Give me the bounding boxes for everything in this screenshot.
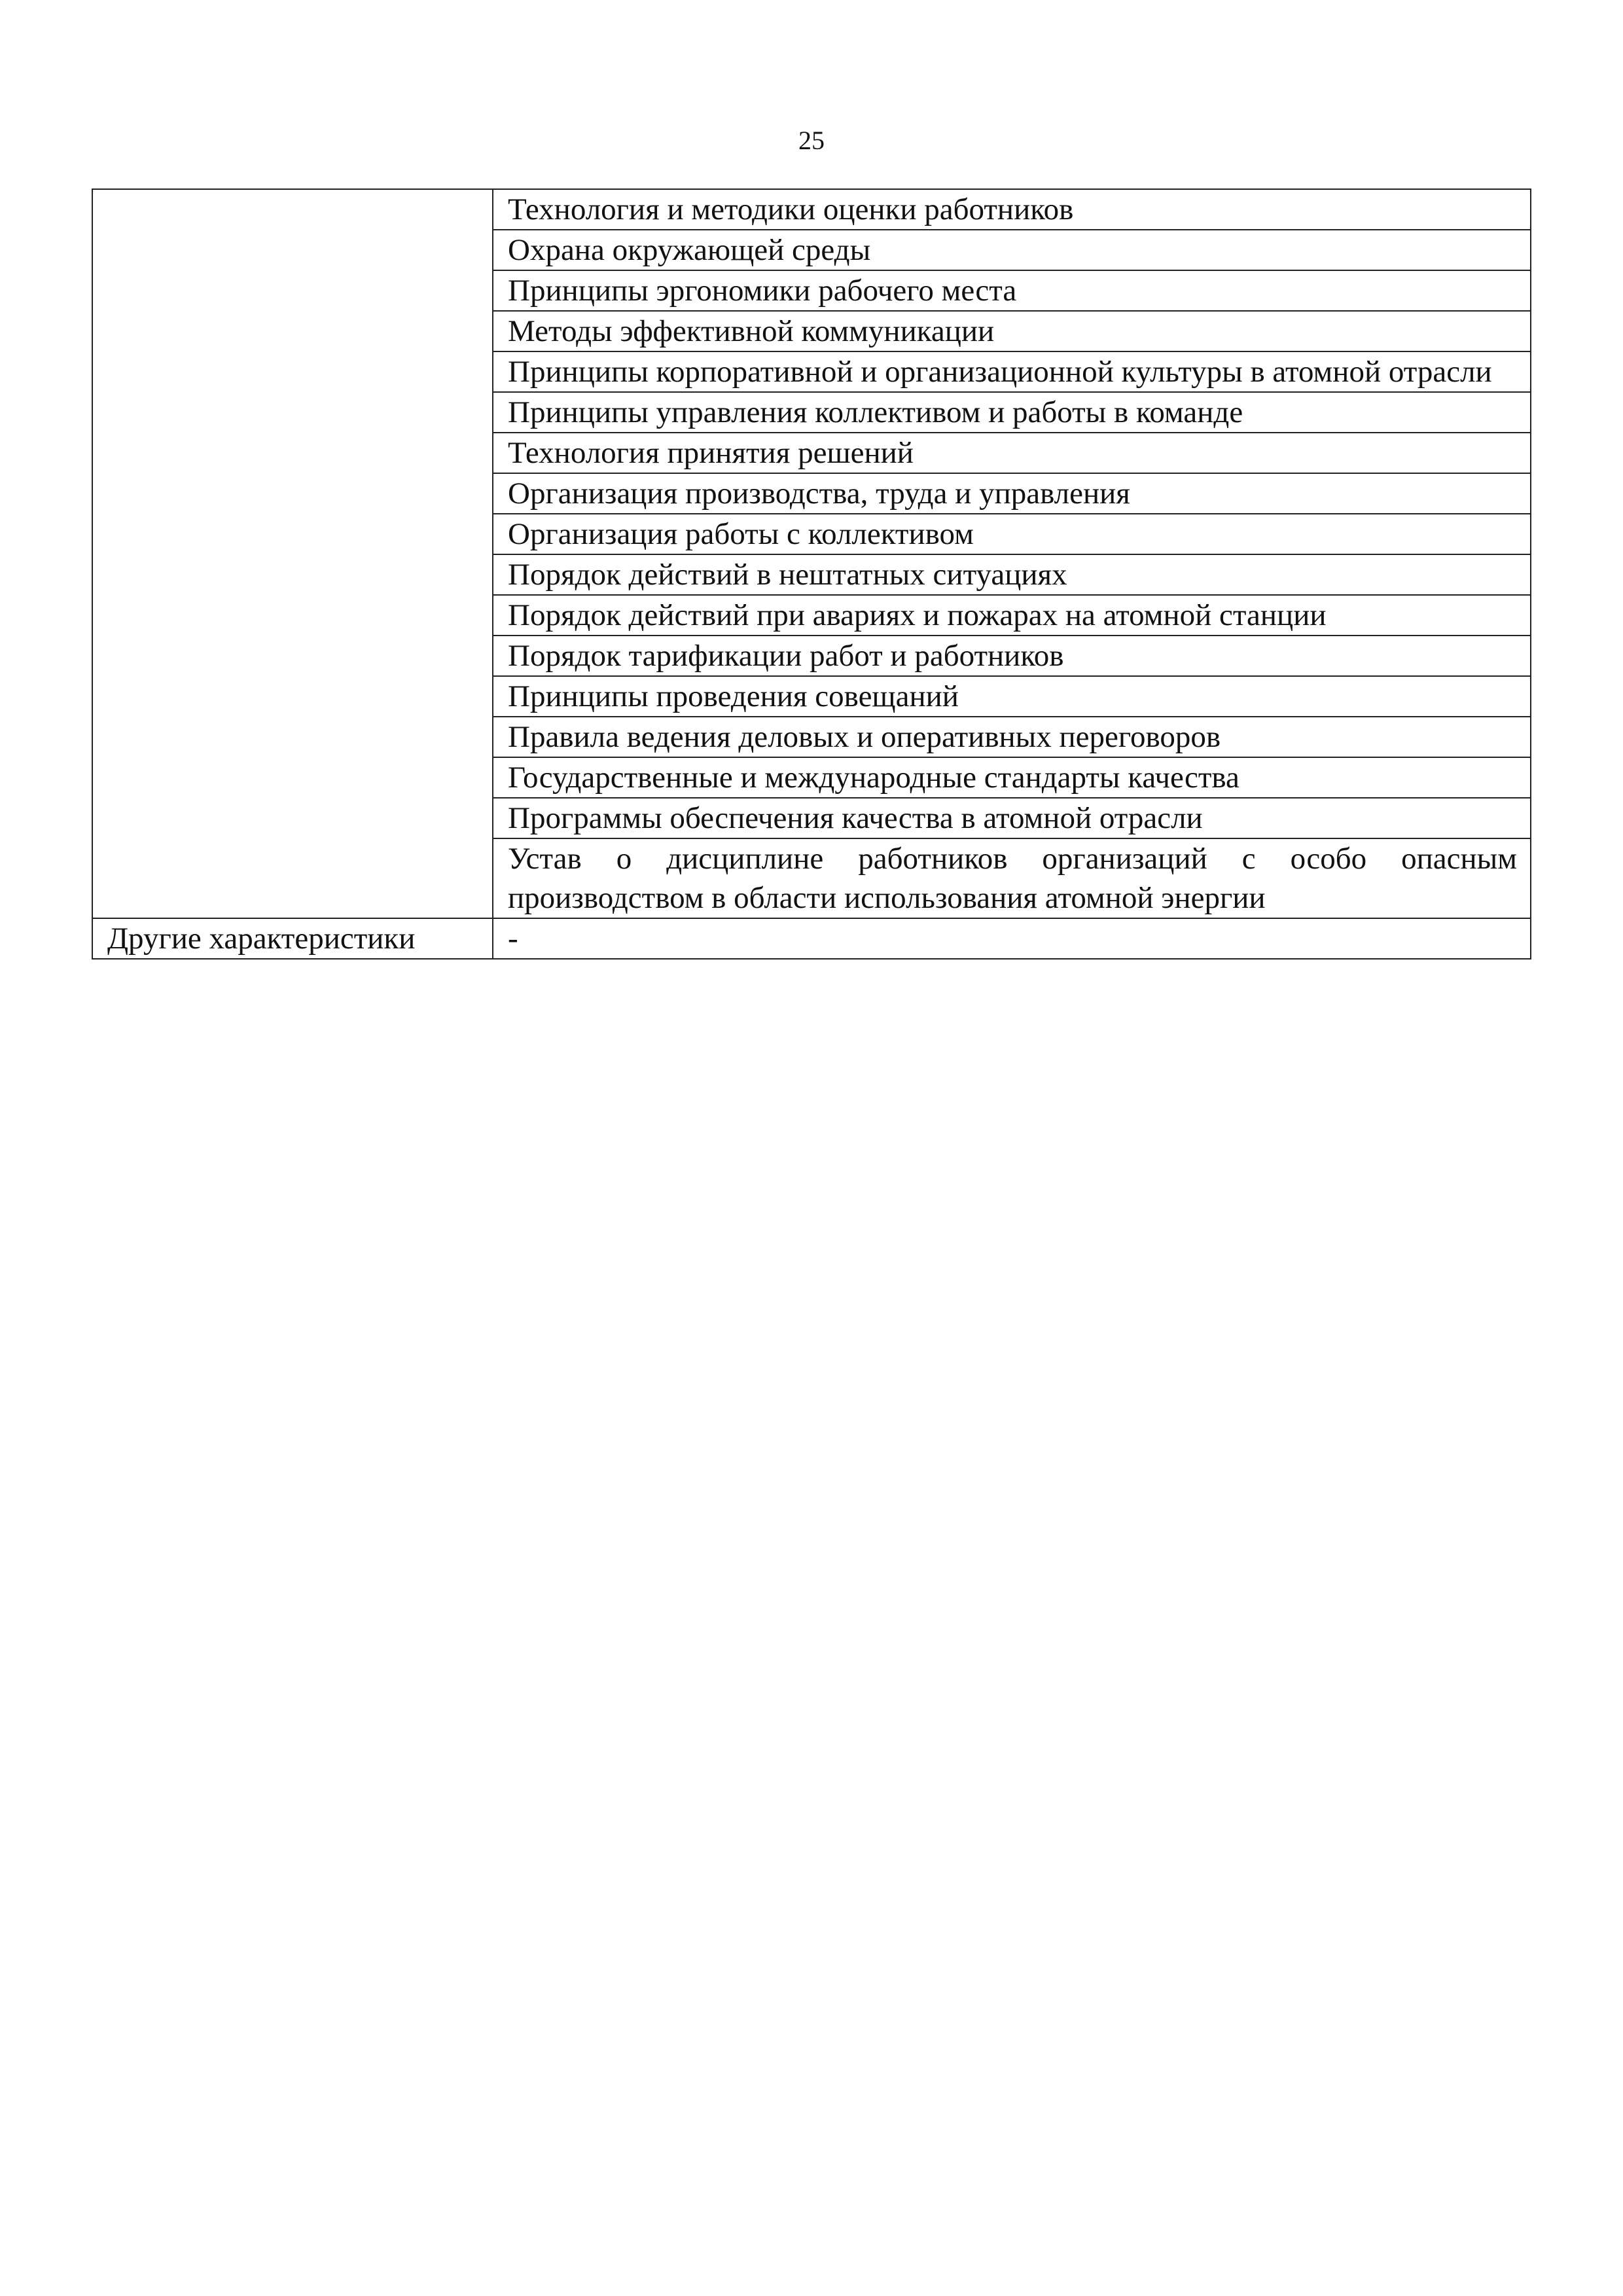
knowledge-item: Организация работы с коллективом [493,514,1531,554]
requirements-table [92,188,1531,960]
other-characteristics-label: Другие характеристики [92,918,493,959]
knowledge-item: Технология принятия решений [493,433,1531,473]
knowledge-item: Порядок действий в нештатных ситуациях [493,554,1531,595]
table-row [92,189,1531,230]
knowledge-item: Порядок тарификации работ и работников [493,636,1531,676]
knowledge-item: Принципы управления коллективом и работы в команде [493,392,1531,433]
knowledge-item: Порядок действий при авариях и пожарах на атомной станции [493,595,1531,636]
knowledge-item: Устав о дисциплине работников организаций с особо опасным производством в области использования атомной энергии [493,838,1531,918]
knowledge-item: Технология и методики оценки работников [493,189,1531,230]
table-row [92,918,1531,959]
knowledge-item: Принципы эргономики рабочего места [493,270,1531,311]
knowledge-item: Охрана окружающей среды [493,230,1531,270]
knowledge-item: Государственные и международные стандарты качества [493,757,1531,798]
other-characteristics-value: - [493,918,1531,959]
knowledge-item: Правила ведения деловых и оперативных переговоров [493,717,1531,757]
knowledge-item: Программы обеспечения качества в атомной отрасли [493,798,1531,838]
knowledge-label-cell [92,189,493,918]
knowledge-item: Организация производства, труда и управления [493,473,1531,514]
page-number: 25 [798,126,825,155]
knowledge-item: Принципы корпоративной и организационной культуры в атомной отрасли [493,351,1531,392]
knowledge-item: Методы эффективной коммуникации [493,311,1531,351]
knowledge-item: Принципы проведения совещаний [493,676,1531,717]
